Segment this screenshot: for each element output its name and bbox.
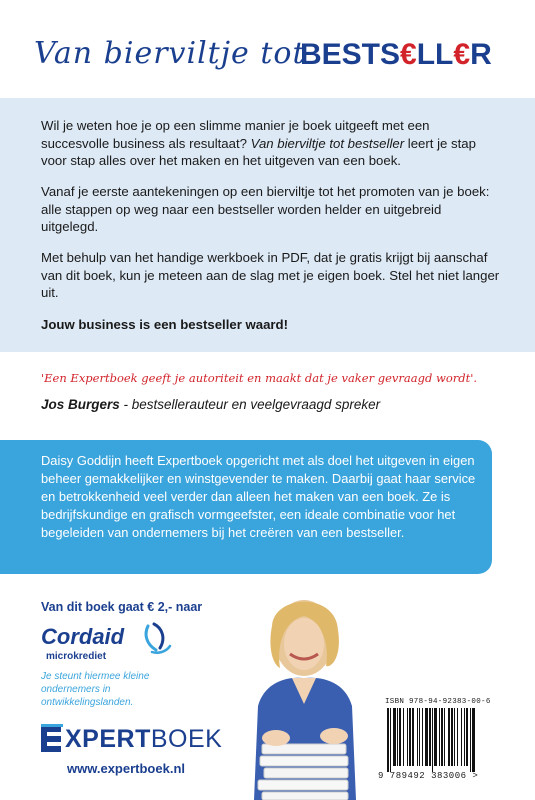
barcode-bar [457, 708, 458, 766]
author-role: - bestsellerauteur en veelgevraagd spreker [119, 397, 381, 412]
donation-line: Van dit boek gaat € 2,- naar [41, 600, 203, 614]
author-name: Jos Burgers [41, 397, 120, 412]
barcode-bar [464, 708, 465, 766]
title-script-text: Van bierviltje tot [34, 36, 306, 71]
intro-paragraph-1: Wil je weten hoe je op een slimme manier je boek uitgeeft met een succesvolle business als resultaat? Van bierviltje tot bestseller leert je stap voor stap alles over het maken en het uitgeven van een boek. [41, 118, 476, 168]
barcode-bar [425, 708, 428, 766]
barcode-bar [399, 708, 401, 766]
barcode-bar [390, 708, 391, 772]
barcode-bar [454, 708, 455, 766]
barcode-bar [429, 708, 431, 766]
book-title-italic: Van bierviltje tot bestseller [250, 135, 405, 151]
intro-paragraph-3: Met behulp van het handige werkboek in PDF, dat je gratis krijgt bij aanschaf van dit boek, kun je meteen aan de slag met je eigen boek. Stel het niet langer uit. [41, 250, 500, 300]
testimonial-quote: 'Een Expertboek geeft je autoriteit en maakt dat je vaker gevraagd wordt'. [41, 371, 478, 385]
barcode-bar [444, 708, 445, 766]
isbn-barcode [385, 708, 503, 772]
barcode-bar [439, 708, 440, 766]
logo-xpert: XPERT [65, 724, 151, 753]
title-euro-2: € [453, 38, 471, 71]
isbn-label: ISBN 978-94-92383-00-6 [385, 698, 491, 706]
intro-panel [0, 98, 535, 352]
barcode-bar [432, 708, 433, 772]
barcode-bar [403, 708, 404, 766]
title-euro-1: € [400, 38, 417, 71]
barcode-digits: 9 789492 383006 > [378, 771, 479, 781]
title-ll: LL [416, 38, 454, 71]
publisher-url[interactable]: www.expertboek.nl [67, 761, 185, 776]
barcode-bar [393, 708, 396, 766]
barcode-bar [470, 708, 471, 772]
title-r: R [470, 38, 492, 71]
author-bio-text: Daisy Goddijn heeft Expertboek opgericht met als doel het uitgeven in eigen beheer gemakkelijker en winstgevender te maken. Daarbij gaat haar service en betrokkenheid veel verder dan alleen het maken van een boek. Ze is bedrijfskundige en grafisch vormgeefster, een ideale combinatie voor het begeleiden van ondernemers bij het creëren van een bestseller. [41, 453, 476, 540]
barcode-bar [434, 708, 437, 766]
intro-tagline: Jouw business is een bestseller waard! [41, 317, 288, 332]
barcode-bar [461, 708, 462, 766]
barcode-bar [419, 708, 420, 766]
barcode-bar [412, 708, 414, 766]
barcode-bar [448, 708, 450, 766]
barcode-bar [417, 708, 418, 766]
expertboek-logo [41, 722, 222, 756]
cordaid-sub-text: microkrediet [46, 651, 107, 662]
barcode-bar [472, 708, 475, 772]
cover-title [0, 0, 535, 98]
barcode-bar [407, 708, 408, 766]
barcode-bar [397, 708, 398, 766]
expertboek-e-icon [41, 724, 63, 754]
barcode-bar [441, 708, 443, 766]
cordaid-note: Je steunt hiermee kleine ondernemers in ontwikkelingslanden. [41, 671, 150, 708]
logo-boek: BOEK [150, 724, 223, 753]
barcode-bar [466, 708, 468, 766]
cordaid-swirl-icon [142, 622, 172, 656]
barcode-bar [387, 708, 389, 772]
barcode-bar [451, 708, 453, 766]
title-best: BEST [300, 38, 381, 71]
author-bio-card [0, 440, 492, 574]
barcode-bar [422, 708, 423, 766]
author-photo [214, 586, 384, 800]
testimonial-author [41, 397, 511, 412]
cordaid-logo-text: Cordaid [41, 624, 125, 649]
intro-paragraph-2: Vanaf je eerste aantekeningen op een bierviltje tot het promoten van je boek: alle stappen op weg naar een bestseller worden helder en uitgebreid uitgelegd. [41, 184, 490, 234]
barcode-bar [409, 708, 411, 766]
title-s: S [380, 38, 401, 71]
title-bestseller [300, 38, 492, 72]
